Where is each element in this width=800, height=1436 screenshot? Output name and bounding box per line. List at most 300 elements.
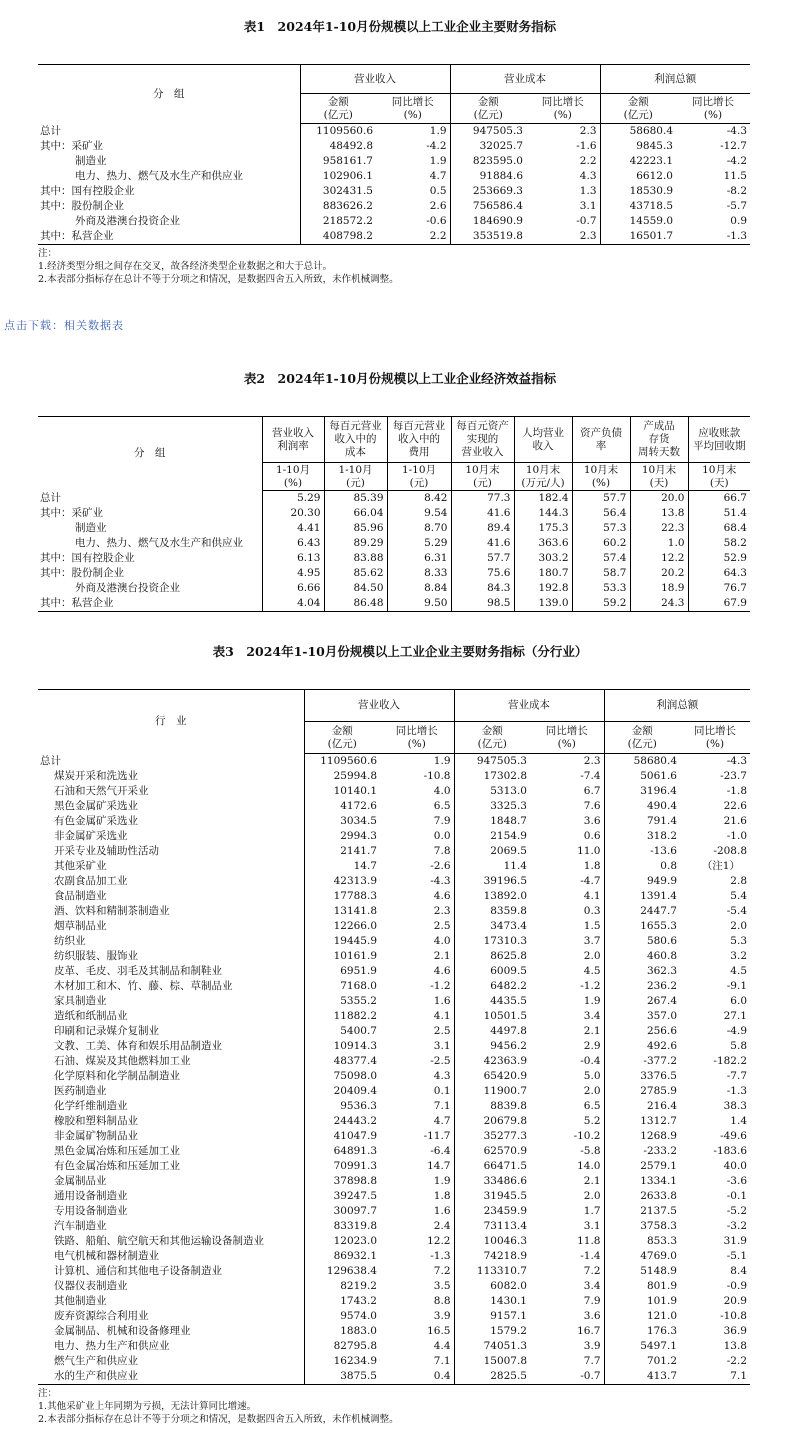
table-cell: 192.8	[514, 581, 572, 596]
table-cell: 4.6	[433, 890, 451, 902]
column-header	[530, 722, 604, 754]
row-label: 其中：股份制企业	[40, 567, 124, 579]
column-unit-line: (元)	[409, 476, 429, 489]
table-cell: 4.6	[433, 965, 451, 977]
table-row	[38, 154, 750, 169]
row-label: 有色金属冶炼和压延加工业	[54, 1160, 180, 1172]
column-header	[450, 94, 526, 124]
column-header	[324, 417, 387, 463]
table-cell: 5.29	[387, 536, 451, 551]
table-cell: 6612.0	[600, 169, 676, 184]
table-cell: 58680.4	[600, 124, 676, 140]
table-cell: -4.2	[426, 140, 447, 152]
table-row	[38, 1024, 750, 1039]
column-unit	[688, 463, 750, 491]
row-label: 皮革、毛皮、羽毛及其制品和制鞋业	[54, 965, 222, 977]
row-label: 烟草制品业	[54, 920, 107, 932]
table-cell: 0.1	[433, 1085, 451, 1097]
column-header	[380, 722, 454, 754]
column-header-line: (亿元)	[327, 737, 357, 750]
row-label: 其中：私营企业	[38, 229, 300, 245]
table-cell: 1430.1	[454, 1294, 530, 1309]
table-cell: 949.9	[604, 874, 680, 889]
table-cell: 11900.7	[454, 1084, 530, 1099]
table-cell: 58.2	[688, 536, 750, 551]
table-cell: 85.96	[324, 521, 387, 536]
row-label: 总计	[40, 124, 61, 137]
table-cell: -1.3	[430, 1250, 451, 1262]
table-cell: 74218.9	[454, 1249, 530, 1264]
table-cell: 302431.5	[300, 184, 376, 199]
table-cell: -10.8	[423, 770, 451, 782]
column-header-line: 金额	[331, 724, 353, 737]
table-cell: 89.4	[451, 521, 514, 536]
table-row	[38, 1219, 750, 1234]
table-cell: 1743.2	[304, 1294, 380, 1309]
table-row	[38, 551, 750, 566]
table-cell: 6.66	[262, 581, 324, 596]
table-cell: 9574.0	[304, 1309, 380, 1324]
table3-col-group: 营业收入	[304, 690, 454, 722]
table-cell: -3.2	[726, 1220, 747, 1232]
table-cell: 2447.7	[604, 904, 680, 919]
table-cell: 2994.3	[304, 829, 380, 844]
column-header-line: (%)	[407, 737, 426, 750]
table-cell: -183.6	[713, 1145, 747, 1157]
row-label: 文教、工美、体育和娱乐用品制造业	[54, 1040, 222, 1052]
column-header-line: 人均营业	[522, 426, 564, 439]
table-cell: 42223.1	[600, 154, 676, 169]
table-row	[38, 1264, 750, 1279]
row-label: 医药制造业	[54, 1085, 107, 1097]
column-header-line: 每百元资产	[456, 420, 509, 432]
table-cell: 9.54	[387, 506, 451, 521]
row-label: 金属制品、机械和设备修理业	[54, 1325, 191, 1337]
row-label: 其中：采矿业	[40, 507, 103, 519]
table-cell: 7.8	[433, 845, 451, 857]
table-cell: 8839.8	[454, 1099, 530, 1114]
table-row	[38, 874, 750, 889]
table-cell: 3758.3	[604, 1219, 680, 1234]
table-cell: -6.4	[430, 1145, 451, 1157]
table-cell: 7.2	[583, 1265, 601, 1277]
table2-title: 表2 2024年1-10月份规模以上工业企业经济效益指标	[243, 371, 557, 386]
table-row	[38, 1354, 750, 1369]
table-cell: -1.4	[580, 1250, 601, 1262]
row-label: 汽车制造业	[54, 1220, 107, 1232]
table-cell: 83319.8	[304, 1219, 380, 1234]
table-cell: 9.50	[387, 596, 451, 612]
table-cell: 9845.3	[600, 139, 676, 154]
table-cell: 5.29	[262, 491, 324, 507]
table-cell: 3.7	[583, 935, 601, 947]
table-row	[38, 1249, 750, 1264]
column-unit	[630, 463, 688, 491]
table-cell: 0.6	[583, 830, 601, 842]
table-cell: 6.7	[583, 785, 601, 797]
row-label: 专用设备制造业	[54, 1205, 128, 1217]
column-header	[387, 417, 451, 463]
table-cell: 413.7	[604, 1369, 680, 1385]
table-cell: 353519.8	[450, 229, 526, 245]
table-cell: 8.8	[433, 1295, 451, 1307]
table-cell: 57.7	[451, 551, 514, 566]
table-cell: 2.1	[433, 950, 451, 962]
table-cell: 2825.5	[454, 1369, 530, 1385]
table-row	[38, 859, 750, 874]
table-cell: 2.3	[583, 755, 601, 767]
table2-group-header: 分 组	[38, 417, 262, 491]
table-cell: 180.7	[514, 566, 572, 581]
table-cell: 2137.5	[604, 1204, 680, 1219]
download-data-link[interactable]: 点击下载：相关数据表	[4, 319, 124, 332]
table-cell: -4.3	[726, 125, 747, 137]
table-row	[38, 814, 750, 829]
table-cell: 42313.9	[304, 874, 380, 889]
table-cell: 6.31	[387, 551, 451, 566]
table-cell: 13.8	[630, 506, 688, 521]
table-cell: 66.04	[324, 506, 387, 521]
table-cell: -2.6	[430, 860, 451, 872]
table-cell: 27.1	[723, 1010, 747, 1022]
table-cell: 85.39	[324, 491, 387, 507]
table-cell: 2.0	[583, 1190, 601, 1202]
table-cell: -7.7	[726, 1070, 747, 1082]
table1-col-group: 营业收入	[300, 65, 450, 94]
table-cell: 62570.9	[454, 1144, 530, 1159]
table-cell: 57.3	[572, 521, 630, 536]
column-unit-line: 1-10月	[338, 463, 373, 476]
table-cell: 64891.3	[304, 1144, 380, 1159]
table-cell: -5.8	[580, 1145, 601, 1157]
column-header-line: 金额	[477, 95, 499, 108]
table-cell: 11882.2	[304, 1009, 380, 1024]
table-row	[38, 169, 750, 184]
table-cell: 16234.9	[304, 1354, 380, 1369]
table-cell: 53.3	[572, 581, 630, 596]
table-cell: 102906.1	[300, 169, 376, 184]
table-cell: 175.3	[514, 521, 572, 536]
table-cell: 58680.4	[604, 754, 680, 770]
table-cell: 7.1	[433, 1100, 451, 1112]
table-cell: 7.1	[680, 1369, 750, 1385]
table-cell: 37898.8	[304, 1174, 380, 1189]
row-label: 农副食品加工业	[54, 875, 128, 887]
table-cell: 1.9	[429, 155, 447, 167]
table-cell: 3034.5	[304, 814, 380, 829]
table-cell: 22.6	[723, 800, 747, 812]
table-row	[38, 184, 750, 199]
table-cell: 12.2	[630, 551, 688, 566]
table-cell: 267.4	[604, 994, 680, 1009]
table-cell: 77.3	[451, 491, 514, 507]
column-header	[526, 94, 600, 124]
table-row	[38, 829, 750, 844]
table-cell: -10.8	[720, 1310, 747, 1322]
table-cell: 6482.2	[454, 979, 530, 994]
table-cell: 2579.1	[604, 1159, 680, 1174]
column-header-line: 每百元营业	[329, 420, 382, 432]
column-unit-line: 10月末	[583, 463, 619, 476]
table-cell: 1.9	[433, 1175, 451, 1187]
table-row	[38, 536, 750, 551]
row-label: 其中：股份制企业	[40, 200, 124, 212]
table-cell: -2.5	[430, 1055, 451, 1067]
column-unit-line: (天)	[649, 476, 669, 489]
table-cell: 31945.5	[454, 1189, 530, 1204]
table-cell: 10161.9	[304, 949, 380, 964]
table-row	[38, 754, 750, 770]
table-cell: 2.1	[583, 1175, 601, 1187]
table-cell: 9456.2	[454, 1039, 530, 1054]
table-cell: 84.3	[451, 581, 514, 596]
table-cell: -377.2	[604, 1054, 680, 1069]
table-cell: 8.42	[387, 491, 451, 507]
table-cell: 1.6	[433, 995, 451, 1007]
table-cell: -5.7	[726, 200, 747, 212]
table-cell: 144.3	[514, 506, 572, 521]
table-cell: -5.4	[726, 905, 747, 917]
table-cell: 14.0	[577, 1160, 601, 1172]
row-label: 金属制品业	[54, 1175, 107, 1187]
table-row	[38, 934, 750, 949]
table-row	[38, 964, 750, 979]
table-cell: -3.6	[726, 1175, 747, 1187]
table-cell: 5.0	[583, 1070, 601, 1082]
column-header	[572, 417, 630, 463]
table-row	[38, 1324, 750, 1339]
table-cell: 2.5	[433, 920, 451, 932]
column-header-line: 收入中的	[398, 433, 440, 445]
table-cell: 1.5	[583, 920, 601, 932]
table-cell: -10.2	[573, 1130, 601, 1142]
table-cell: 7168.0	[304, 979, 380, 994]
table-cell: 3.1	[583, 1220, 601, 1232]
column-header-line: 金额	[631, 724, 653, 737]
table-cell: 18.9	[630, 581, 688, 596]
table-row	[38, 124, 750, 140]
column-header-line: (%)	[403, 108, 422, 121]
table-cell: 5.8	[730, 1040, 747, 1052]
table-row	[38, 1129, 750, 1144]
table-cell: 20.9	[723, 1295, 747, 1307]
row-label: 外商及港澳台投资企业	[75, 582, 180, 594]
table-cell: 801.9	[604, 1279, 680, 1294]
table-cell: 113310.7	[454, 1264, 530, 1279]
column-header-line: 同比增长	[694, 724, 736, 737]
row-label: 废弃资源综合利用业	[54, 1310, 149, 1322]
table-cell: 701.2	[604, 1354, 680, 1369]
table-cell: 75.6	[451, 566, 514, 581]
column-header-line: (%)	[705, 737, 725, 750]
table-cell: 10501.5	[454, 1009, 530, 1024]
table-cell: 6.5	[433, 800, 451, 812]
table-cell: 58.7	[572, 566, 630, 581]
table-row	[38, 1369, 750, 1385]
table-cell: 73113.4	[454, 1219, 530, 1234]
column-unit-line: (%)	[283, 476, 303, 489]
table-cell: 3.1	[579, 200, 597, 212]
table-cell: 83.88	[324, 551, 387, 566]
table-cell: 6.13	[262, 551, 324, 566]
table-cell: -2.2	[726, 1355, 747, 1367]
table-cell: 3.4	[583, 1280, 601, 1292]
table-row	[38, 581, 750, 596]
column-unit-line: (%)	[591, 476, 611, 489]
table3-col-group: 利润总额	[604, 690, 750, 722]
table-cell: 139.0	[514, 596, 572, 612]
table-cell: 39196.5	[454, 874, 530, 889]
table-row	[38, 844, 750, 859]
column-unit	[387, 463, 451, 491]
table-cell: 6.43	[262, 536, 324, 551]
table-cell: 4.5	[583, 965, 601, 977]
table3-group-header: 行 业	[38, 690, 304, 754]
column-header-line: 同比增长	[395, 724, 438, 737]
table-cell: 5.3	[730, 935, 747, 947]
table-cell: 176.3	[604, 1324, 680, 1339]
row-label: 非金属矿采选业	[54, 830, 128, 842]
row-label: 电力、热力、燃气及水生产和供应业	[75, 537, 243, 549]
column-unit-line: 10月末	[641, 463, 677, 476]
row-label: 电力、热力生产和供应业	[54, 1340, 170, 1352]
table-cell: 38.3	[723, 1100, 747, 1112]
column-header-line: (亿元)	[473, 108, 503, 121]
table-cell: 3.6	[583, 815, 601, 827]
table-cell: 4769.0	[604, 1249, 680, 1264]
table-cell: 84.50	[324, 581, 387, 596]
column-header-line: 营业收入	[272, 426, 314, 439]
column-unit-line: 10月末	[702, 463, 737, 476]
table-cell: 70991.3	[304, 1159, 380, 1174]
table3	[38, 689, 750, 1385]
row-label: 煤炭开采和洗选业	[54, 770, 138, 782]
table-cell: 7.1	[433, 1355, 451, 1367]
column-unit-line: 10月末	[465, 463, 500, 476]
table-cell: 1883.0	[304, 1324, 380, 1339]
column-header-line: 实现的	[466, 433, 499, 445]
table-cell: 59.2	[572, 596, 630, 612]
table-cell: 1334.1	[604, 1174, 680, 1189]
row-label: 开采专业及辅助性活动	[54, 845, 159, 857]
column-unit-line: 1-10月	[275, 463, 311, 476]
table-cell: 60.2	[572, 536, 630, 551]
table-cell: -0.7	[530, 1369, 604, 1385]
table-cell: 4.5	[730, 965, 747, 977]
column-header-line: 金额	[327, 95, 349, 108]
table-cell: 56.4	[572, 506, 630, 521]
table-cell: 357.0	[604, 1009, 680, 1024]
table-cell: 12266.0	[304, 919, 380, 934]
table-cell: 75098.0	[304, 1069, 380, 1084]
table-cell: 3473.4	[454, 919, 530, 934]
table-cell: -4.3	[726, 755, 747, 767]
row-label: 制造业	[75, 155, 107, 167]
column-header-line: 金额	[481, 724, 503, 737]
table-row	[38, 1294, 750, 1309]
table-cell: 6082.0	[454, 1279, 530, 1294]
table-cell: 303.2	[514, 551, 572, 566]
table-cell: 4.0	[433, 785, 451, 797]
column-header-line: 资产负债	[580, 426, 622, 439]
table-cell: 1.4	[730, 1115, 747, 1127]
table-cell: 13892.0	[454, 889, 530, 904]
table-cell: 4.0	[433, 935, 451, 947]
table-cell: 41.6	[451, 536, 514, 551]
table-cell: 2.9	[583, 1040, 601, 1052]
table-cell: 6009.5	[454, 964, 530, 979]
table-cell: 31.9	[723, 1235, 747, 1247]
column-header-line: 成本	[345, 446, 366, 458]
row-label: 酒、饮料和精制茶制造业	[54, 905, 170, 917]
table-cell: 36.9	[723, 1325, 747, 1337]
table1-col-group: 营业成本	[450, 65, 600, 94]
row-label: 外商及港澳台投资企业	[75, 215, 180, 227]
table-cell: 14559.0	[600, 214, 676, 229]
column-header-line: 平均回收期	[693, 439, 746, 452]
table-cell: -4.3	[430, 875, 451, 887]
row-label: 电力、热力、燃气及水生产和供应业	[75, 170, 243, 182]
table-cell: -0.6	[426, 215, 447, 227]
column-header-line: 率	[595, 439, 607, 452]
column-unit-line: (元)	[473, 476, 492, 489]
table-cell: 7.2	[433, 1265, 451, 1277]
table-cell: 1.9	[583, 995, 601, 1007]
table-cell: 39247.5	[304, 1189, 380, 1204]
table-cell: 25994.8	[304, 769, 380, 784]
table-cell: 23459.9	[454, 1204, 530, 1219]
table-cell: 86932.1	[304, 1249, 380, 1264]
row-label: 其中：采矿业	[40, 140, 103, 152]
table-cell: （注1）	[701, 860, 740, 872]
table-cell: 66471.5	[454, 1159, 530, 1174]
column-header-line: 同比增长	[545, 724, 588, 737]
table-cell: 5497.1	[604, 1339, 680, 1354]
table-cell: 2.0	[730, 920, 747, 932]
table-row	[38, 1189, 750, 1204]
table-cell: 43718.5	[600, 199, 676, 214]
table-cell: -1.3	[676, 229, 750, 245]
table-cell: 0.8	[604, 859, 680, 874]
column-header-line: (亿元)	[623, 108, 653, 121]
table-cell: 2.8	[730, 875, 747, 887]
column-unit	[572, 463, 630, 491]
table-cell: 16.7	[577, 1325, 601, 1337]
table-cell: -11.7	[423, 1130, 451, 1142]
column-header-line: 营业收入	[461, 446, 504, 458]
table3-title: 表3 2024年1-10月份规模以上工业企业主要财务指标（分行业）	[212, 644, 588, 659]
column-header-line: 产成品	[643, 420, 675, 432]
column-header-line: 收入	[532, 439, 554, 452]
table-cell: 756586.4	[450, 199, 526, 214]
row-label: 总计	[40, 754, 61, 767]
table1-group-header: 分 组	[38, 65, 300, 124]
column-header-line: 费用	[408, 446, 430, 458]
table-cell: 35277.3	[454, 1129, 530, 1144]
table-cell: 4.41	[262, 521, 324, 536]
table-cell: 1579.2	[454, 1324, 530, 1339]
table-cell: 4.7	[429, 170, 447, 182]
table-cell: 2.2	[376, 229, 450, 245]
table-row	[38, 1144, 750, 1159]
table-cell: 3.2	[730, 950, 747, 962]
table-cell: 14.7	[427, 1160, 451, 1172]
column-header-line: (%)	[703, 108, 723, 121]
table-cell: 4.1	[583, 890, 601, 902]
table-row	[38, 596, 750, 612]
table-cell: 1.8	[583, 860, 601, 872]
column-header-line: (%)	[557, 737, 576, 750]
